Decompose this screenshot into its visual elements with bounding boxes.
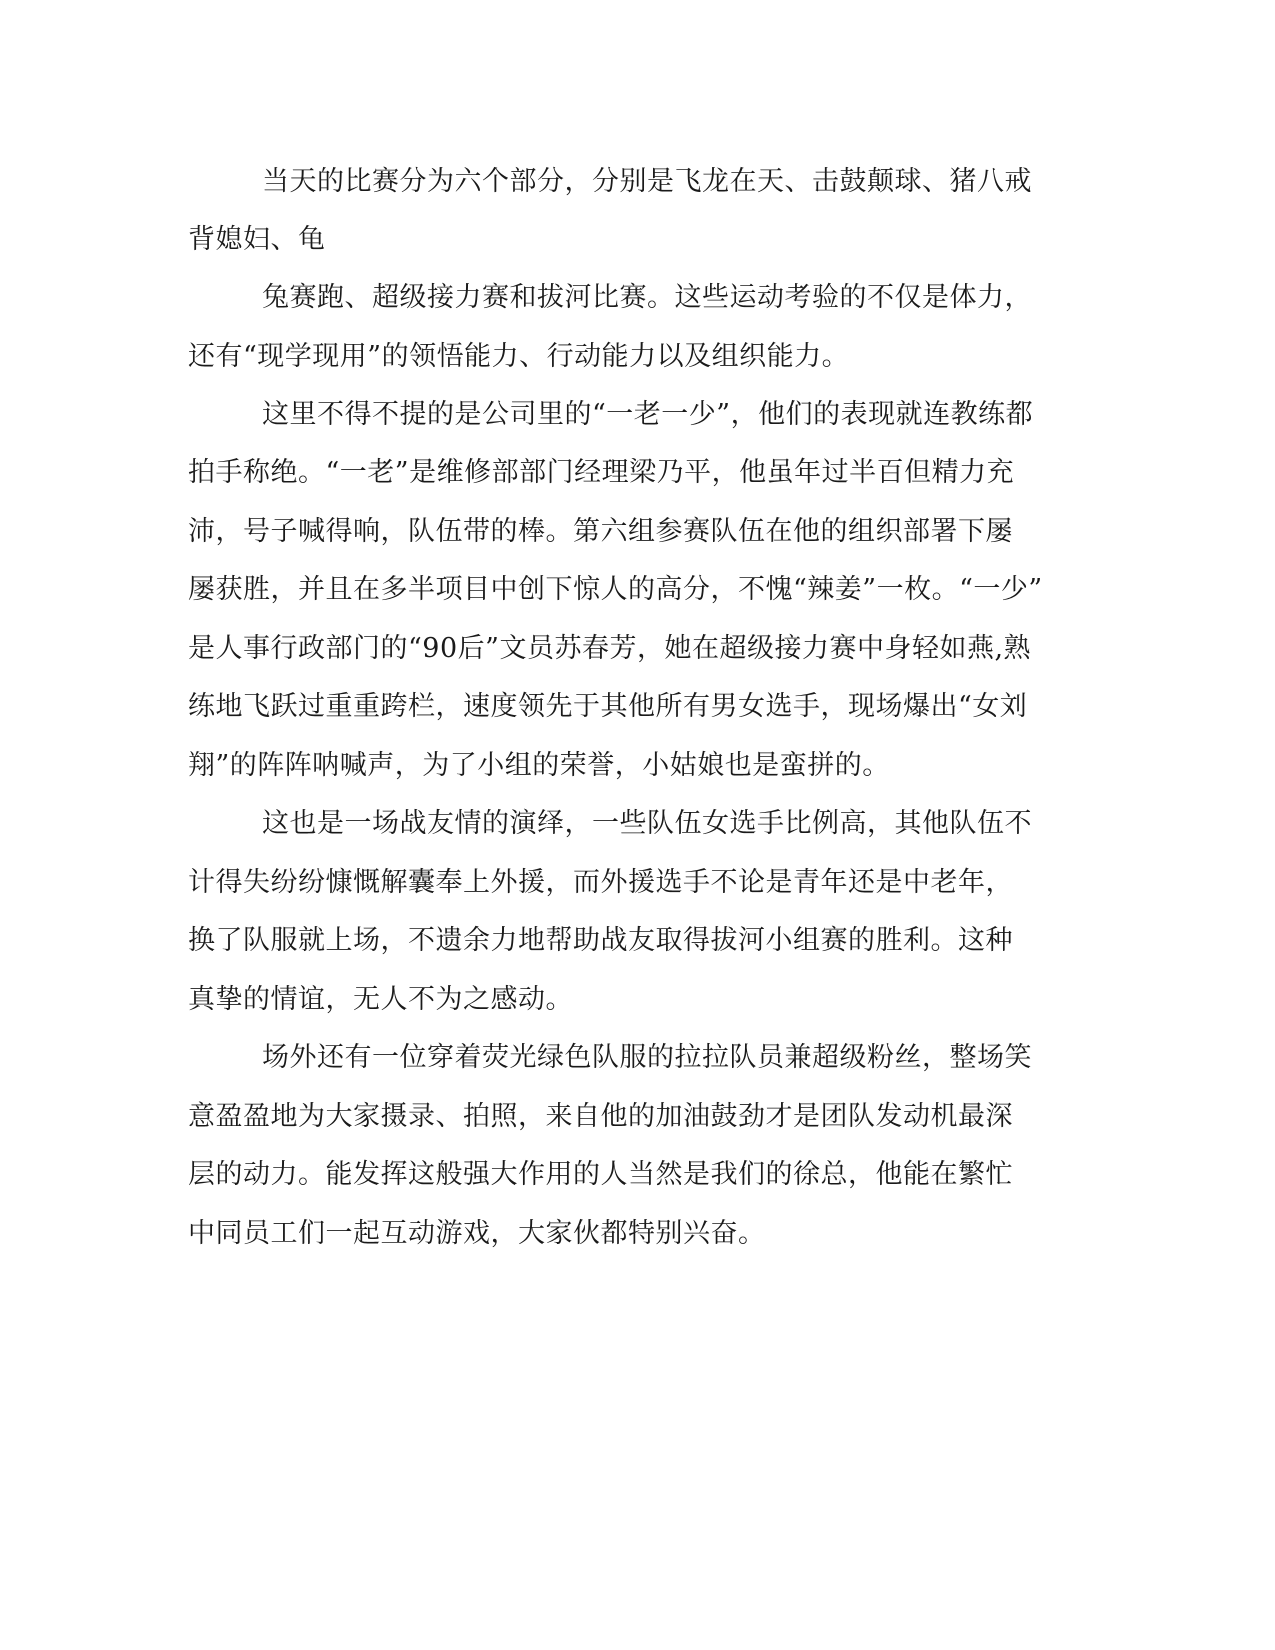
paragraph-3-line-5: 是人事行政部门的“90后”文员苏春芳，她在超级接力赛中身轻如燕,熟 [188, 633, 1032, 664]
paragraph-3-line-3: 沛，号子喊得响，队伍带的棒。第六组参赛队伍在他的组织部署下屡 [188, 516, 1013, 547]
paragraph-4-line-4: 真挚的情谊，无人不为之感动。 [188, 984, 573, 1015]
paragraph-1-line-1: 当天的比赛分为六个部分，分别是飞龙在天、击鼓颠球、猪八戒 [262, 166, 1032, 197]
paragraph-3-line-1: 这里不得不提的是公司里的“一老一少”，他们的表现就连教练都 [262, 399, 1034, 430]
paragraph-2-line-1: 兔赛跑、超级接力赛和拔河比赛。这些运动考验的不仅是体力， [262, 282, 1032, 313]
paragraph-3-line-4: 屡获胜，并且在多半项目中创下惊人的高分，不愧“辣姜”一枚。“一少” [188, 574, 1043, 605]
paragraph-5-line-3: 层的动力。能发挥这般强大作用的人当然是我们的徐总，他能在繁忙 [188, 1159, 1013, 1190]
paragraph-3-line-2: 拍手称绝。“一老”是维修部部门经理梁乃平，他虽年过半百但精力充 [188, 457, 1015, 488]
paragraph-5-line-1: 场外还有一位穿着荧光绿色队服的拉拉队员兼超级粉丝，整场笑 [262, 1042, 1032, 1073]
paragraph-1-line-2: 背媳妇、龟 [188, 224, 326, 255]
paragraph-2-line-2: 还有“现学现用”的领悟能力、行动能力以及组织能力。 [188, 341, 850, 372]
paragraph-4-line-1: 这也是一场战友情的演绎，一些队伍女选手比例高，其他队伍不 [262, 808, 1032, 839]
paragraph-4-line-3: 换了队服就上场，不遗余力地帮助战友取得拔河小组赛的胜利。这种 [188, 925, 1013, 956]
paragraph-5-line-4: 中同员工们一起互动游戏，大家伙都特别兴奋。 [188, 1218, 766, 1249]
paragraph-5-line-2: 意盈盈地为大家摄录、拍照，来自他的加油鼓劲才是团队发动机最深 [188, 1101, 1013, 1132]
paragraph-3-line-7: 翔”的阵阵呐喊声，为了小组的荣誉，小姑娘也是蛮拼的。 [188, 750, 890, 781]
paragraph-4-line-2: 计得失纷纷慷慨解囊奉上外援，而外援选手不论是青年还是中老年， [188, 867, 1013, 898]
paragraph-3-line-6: 练地飞跃过重重跨栏，速度领先于其他所有男女选手，现场爆出“女刘 [188, 691, 1028, 722]
